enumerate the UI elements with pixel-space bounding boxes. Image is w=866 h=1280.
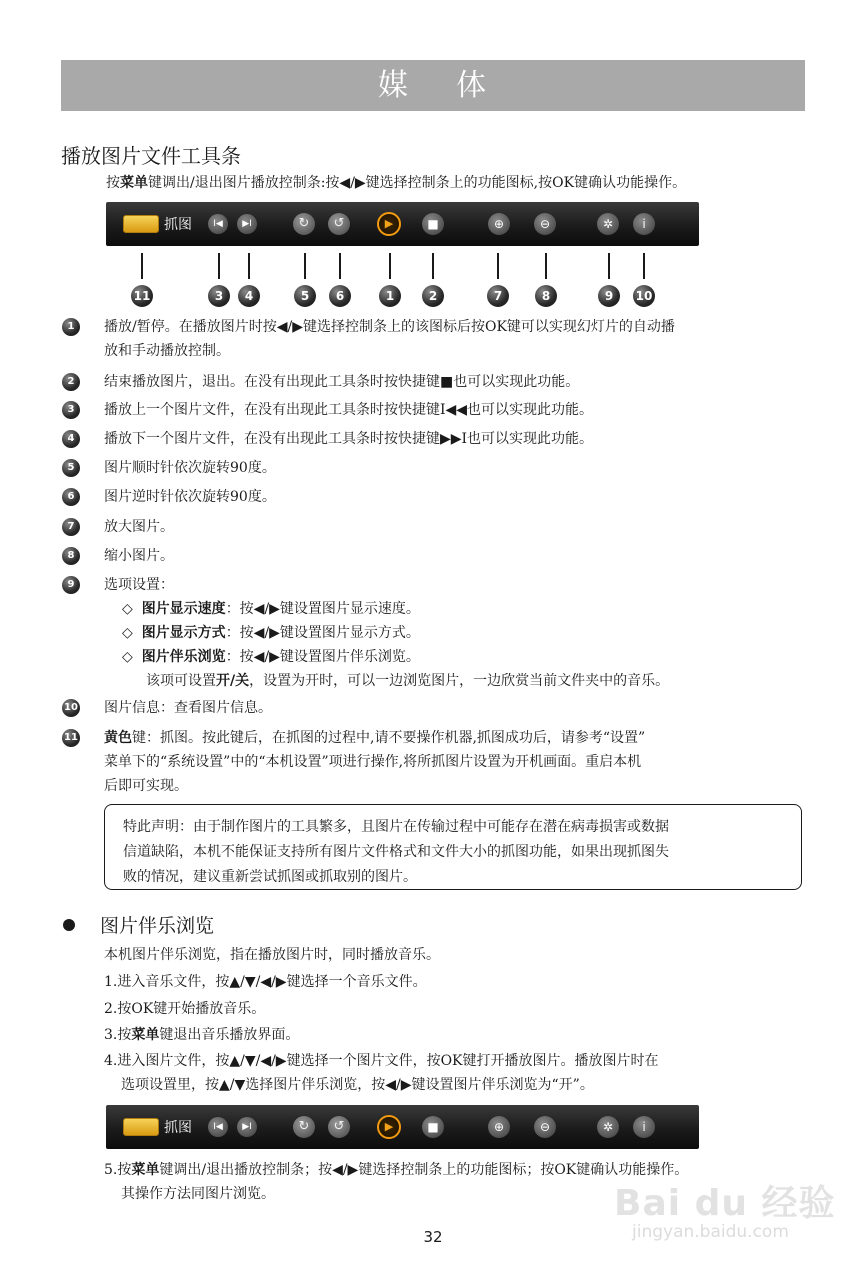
list-item-cont: 菜单下的“系统设置”中的“本机设置”项进行操作,将所抓图片设置为开机画面。重启本机 (104, 754, 642, 770)
previous-icon[interactable]: I◀ (208, 214, 228, 234)
callout-number: 8 (535, 285, 557, 307)
callout-number: 4 (238, 285, 260, 307)
stop-icon[interactable]: ■ (422, 1116, 444, 1138)
next-icon[interactable]: ▶I (237, 214, 257, 234)
option-note: 该项可设置开/关，设置为开时，可以一边浏览图片，一边欣赏当前文件夹中的音乐。 (146, 673, 670, 689)
option-mode: ◇ 图片显示方式：按◀/▶键设置图片显示方式。 (122, 625, 420, 641)
zoom-in-icon[interactable]: ⊕ (488, 213, 510, 235)
item-number: 3 (62, 401, 80, 419)
stop-icon[interactable]: ■ (422, 213, 444, 235)
callout-line (339, 253, 341, 279)
next-icon[interactable]: ▶I (237, 1117, 257, 1137)
disclaimer-line: 败的情况，建议重新尝试抓图或抓取别的图片。 (123, 869, 417, 885)
page-header (61, 60, 805, 111)
list-item: 放大图片。 (104, 519, 174, 535)
page-number: 32 (423, 1228, 443, 1246)
list-item: 图片逆时针依次旋转90度。 (104, 489, 276, 505)
section-intro: 按菜单键调出/退出图片播放控制条:按◀/▶键选择控制条上的功能图标,按OK键确认功能操作。 (106, 175, 687, 191)
callout-line (304, 253, 306, 279)
zoom-out-icon[interactable]: ⊖ (534, 1116, 556, 1138)
list-item: 图片顺时针依次旋转90度。 (104, 460, 276, 476)
item-number: 5 (62, 459, 80, 477)
callout-line (141, 253, 143, 279)
list-item: 黄色键：抓图。按此键后，在抓图的过程中,请不要操作机器,抓图成功后，请参考“设置” (104, 730, 646, 746)
watermark-logo: Bai du 经验 (614, 1183, 836, 1224)
callout-number: 6 (329, 285, 351, 307)
yellow-key-icon[interactable] (123, 215, 159, 233)
step-2: 2.按OK键开始播放音乐。 (104, 1001, 266, 1017)
option-music: ◇ 图片伴乐浏览：按◀/▶键设置图片伴乐浏览。 (122, 649, 420, 665)
rotate-counterclockwise-icon[interactable]: ↺ (328, 213, 350, 235)
disclaimer-box (104, 804, 802, 890)
callout-line (218, 253, 220, 279)
callout-number: 10 (633, 285, 655, 307)
callout-number: 5 (294, 285, 316, 307)
rotate-clockwise-icon[interactable]: ↻ (293, 213, 315, 235)
callout-line (643, 253, 645, 279)
zoom-in-icon[interactable]: ⊕ (488, 1116, 510, 1138)
page-title: 媒 体 (377, 68, 489, 103)
step-1: 1.进入音乐文件，按▲/▼/◀/▶键选择一个音乐文件。 (104, 974, 427, 990)
list-item: 播放上一个图片文件，在没有出现此工具条时按快捷键I◀◀也可以实现此功能。 (104, 402, 594, 418)
list-item: 缩小图片。 (104, 548, 174, 564)
play-icon[interactable]: ▶ (377, 212, 401, 236)
callout-number: 1 (379, 285, 401, 307)
capture-label: 抓图 (164, 1120, 192, 1136)
zoom-out-icon[interactable]: ⊖ (534, 213, 556, 235)
list-item-cont: 放和手动播放控制。 (104, 343, 230, 359)
watermark-url: jingyan.baidu.com (632, 1222, 789, 1242)
list-item: 结束播放图片，退出。在没有出现此工具条时按快捷键■也可以实现此功能。 (104, 374, 580, 390)
disclaimer-line: 特此声明：由于制作图片的工具繁多，且图片在传输过程中可能存在潜在病毒损害或数据 (123, 819, 669, 835)
step-4-cont: 选项设置里，按▲/▼选择图片伴乐浏览，按◀/▶键设置图片伴乐浏览为“开”。 (121, 1077, 594, 1093)
section-title-toolbar: 播放图片文件工具条 (61, 144, 241, 168)
list-item: 播放下一个图片文件，在没有出现此工具条时按快捷键▶▶I也可以实现此功能。 (104, 431, 594, 447)
item-number: 8 (62, 547, 80, 565)
callout-line (497, 253, 499, 279)
item-number: 11 (62, 729, 80, 747)
settings-icon[interactable]: ✲ (597, 1116, 619, 1138)
info-icon[interactable]: i (633, 213, 655, 235)
info-icon[interactable]: i (633, 1116, 655, 1138)
callout-number: 3 (208, 285, 230, 307)
play-icon[interactable]: ▶ (377, 1115, 401, 1139)
previous-icon[interactable]: I◀ (208, 1117, 228, 1137)
list-item: 图片信息：查看图片信息。 (104, 700, 272, 716)
item-number: 6 (62, 488, 80, 506)
step-5-cont: 其操作方法同图片浏览。 (121, 1186, 275, 1202)
option-speed: ◇ 图片显示速度：按◀/▶键设置图片显示速度。 (122, 601, 420, 617)
callout-line (389, 253, 391, 279)
yellow-key-icon[interactable] (123, 1118, 159, 1136)
item-number: 1 (62, 318, 80, 336)
callout-number: 7 (487, 285, 509, 307)
capture-label: 抓图 (164, 217, 192, 233)
item-number: 7 (62, 518, 80, 536)
list-item-cont: 后即可实现。 (104, 778, 188, 794)
item-number: 4 (62, 430, 80, 448)
section-title-music: 图片伴乐浏览 (100, 915, 215, 937)
bullet-icon (63, 919, 75, 931)
step-3: 3.按菜单键退出音乐播放界面。 (104, 1027, 300, 1043)
step-4: 4.进入图片文件，按▲/▼/◀/▶键选择一个图片文件，按OK键打开播放图片。播放图片时在 (104, 1053, 659, 1069)
callout-number: 11 (131, 285, 153, 307)
callout-number: 9 (598, 285, 620, 307)
callout-line (432, 253, 434, 279)
rotate-clockwise-icon[interactable]: ↻ (293, 1116, 315, 1138)
rotate-counterclockwise-icon[interactable]: ↺ (328, 1116, 350, 1138)
callout-number: 2 (422, 285, 444, 307)
section2-intro: 本机图片伴乐浏览，指在播放图片时，同时播放音乐。 (104, 947, 440, 963)
step-5: 5.按菜单键调出/退出播放控制条；按◀/▶键选择控制条上的功能图标；按OK键确认功能操作。 (104, 1162, 689, 1178)
photo-toolbar (106, 202, 699, 246)
callout-line (248, 253, 250, 279)
callout-line (545, 253, 547, 279)
photo-toolbar-2 (106, 1105, 699, 1149)
item-number: 10 (62, 699, 80, 717)
settings-icon[interactable]: ✲ (597, 213, 619, 235)
list-item: 播放/暂停。在播放图片时按◀/▶键选择控制条上的该图标后按OK键可以实现幻灯片的自动播 (104, 319, 675, 335)
list-item: 选项设置： (104, 577, 174, 593)
callout-line (608, 253, 610, 279)
item-number: 2 (62, 373, 80, 391)
disclaimer-line: 信道缺陷，本机不能保证支持所有图片文件格式和文件大小的抓图功能，如果出现抓图失 (123, 844, 669, 860)
item-number: 9 (62, 576, 80, 594)
